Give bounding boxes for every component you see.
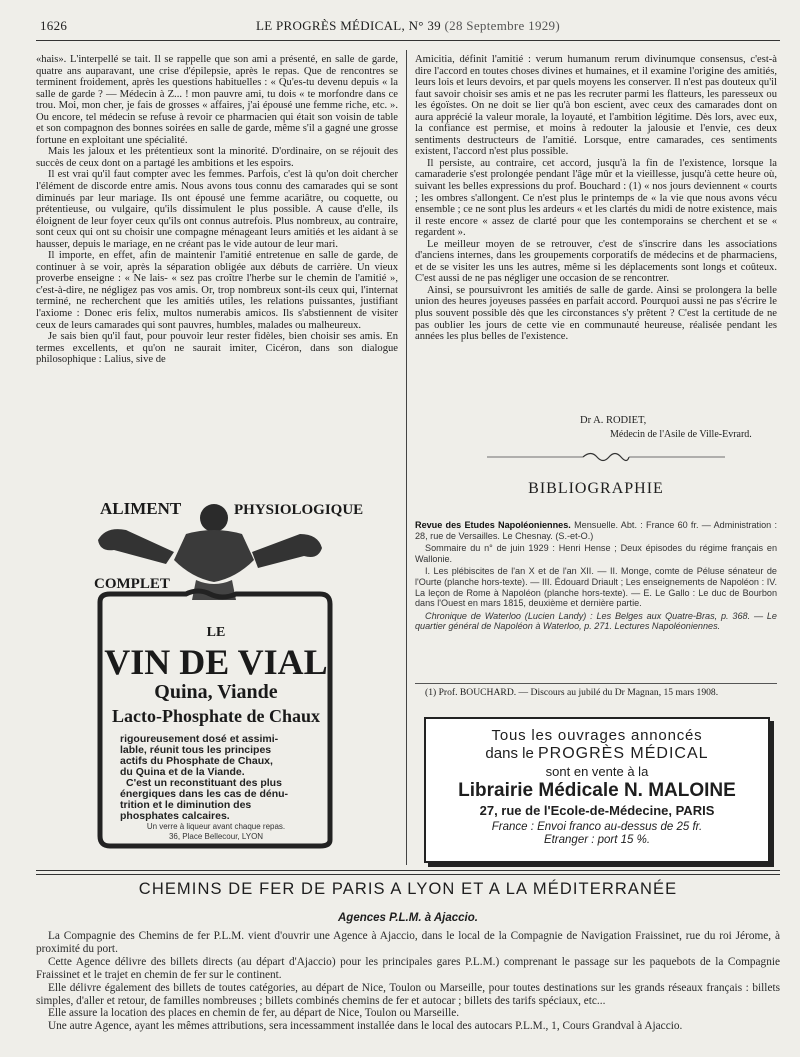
ad-vin-de-vial: VIN DE VIAL: [104, 642, 328, 682]
paragraph: Cette Agence délivre des billets directs (au départ d'Ajaccio) pour les principales gares P.L.M.) comprenant le passage sur les paquebots de la Compagnie Fraissinet et le trajet en chemin de fer sur le continent.: [36, 955, 780, 981]
running-header: [40, 18, 776, 36]
paragraph: Amicitia, définit l'amitié : verum humanum rerum divinumque consensus, c'est-à dire l'accord en toutes choses divines et humaines, et il examine l'origine des amitiés, leurs lois et leurs devoirs, et par quels moyens les conserver. Il n'est pas douteux qu'il faut savoir choisir ses amis et ne pas les recruter parmi les flatteurs, les paresseux ou les égoïstes. On ne doit se lier qu'à bon escient, avec ceux des camarades dont on aura apprécié la valeur morale, la loyauté, et l'ambition légitime. Dès lors, avec eux, la confiance est permise, et moins à redouter la jalousie et l'envie, ces deux sentiments destructeurs de l'amitié. Lorsque, entre camarades, ces sentiments existent, l'accord n'est plus possible.: [415, 54, 777, 158]
ad-le: LE: [206, 625, 226, 640]
paragraph: Elle assure la location des places en chemin de fer, au départ de Nice, Toulon ou Marseille.: [48, 1007, 460, 1020]
ad-journal-name: PROGRÈS MÉDICAL: [537, 745, 709, 762]
ad-top-left: ALIMENT: [100, 499, 182, 518]
review-name: Revue des Etudes Napoléoniennes.: [415, 520, 571, 530]
ad-desc: énergiques dans les cas de dénu-: [120, 788, 289, 800]
ad-desc: lable, réunit tous les principes: [120, 744, 272, 756]
section-rule: [36, 870, 780, 871]
journal-title: [40, 18, 776, 34]
biblio-entry: Chronique de Waterloo (Lucien Landy) : Les Belges aux Quatre-Bras, p. 368. — Le quartier général de Napoléon à Waterloo, p. 271. Lectures Napoléoniennes.: [415, 610, 777, 632]
paragraph: Elle délivre également des billets de toutes catégories, au départ de Nice, Toulon ou Marseille, pour toutes destinations sur les grands réseaux français : billets simples, d'aller et retour, de familles nombreuses ; billets combinés chemins de fer et autocar ; billets des tarifs spéciaux, etc...: [36, 981, 780, 1007]
maloine-advertisement: [424, 717, 770, 863]
author-name: Dr A. RODIET,: [580, 415, 647, 426]
ad-quina: Quina, Viande: [154, 681, 278, 703]
paragraph: La Compagnie des Chemins de fer P.L.M. vient d'ouvrir une Agence à Ajaccio, dans le local de la Compagnie de Navigation Fraissinet, rue du roi Jérome, à proximité du port.: [36, 930, 780, 955]
section-ornament: [487, 449, 725, 465]
ad-dosage: Un verre à liqueur avant chaque repas.: [146, 822, 286, 831]
column-divider: [406, 50, 407, 865]
ad-desc: du Quina et de la Viande.: [120, 766, 245, 778]
page-number: 1626: [40, 18, 68, 33]
ad-desc: phosphates calcaires.: [120, 810, 230, 822]
ad-shipping-abroad: Etranger : port 15 %.: [543, 834, 651, 846]
vin-de-vial-advertisement: [86, 490, 364, 850]
section-rule: [36, 874, 780, 875]
author-signature: [580, 415, 780, 440]
ad-bookstore-name: Librairie Médicale N. MALOINE: [458, 780, 736, 801]
footnote: [415, 683, 777, 698]
bibliography-section: [415, 520, 777, 634]
plm-heading: CHEMINS DE FER DE PARIS A LYON ET A LA MÉDITERRANÉE: [138, 880, 678, 898]
plm-notice: [36, 930, 780, 1033]
ad-complet: COMPLET: [94, 576, 170, 592]
paragraph: Il importe, en effet, afin de maintenir l'amitié entretenue en salle de garde, de continuer à se voir, après la séparation obligée aux débuts de carrière. Un vieux proverbe enseigne : « Ne lais- « sez pas croître l'herbe sur le chemin de l'amitié », c'est-à-dire, ne négligez pas vos amis. Or, trop nombreux sont-ils ceux qui, l'internat terminé, ne recherchent que les amitiés utiles, les relations puissantes, justifiant l'axiome : Donec eris felix, multos numerabis amicos. Ils s'abstiennent de visiter ceux de leurs camarades qui sont pauvres, humbles, malades ou malheureux.: [36, 250, 398, 331]
review-info: Mensuelle. Abt. : France 60 fr. — Administration : 28, rue de Versailles. Le Chesnay. (S.-et-O.): [415, 520, 778, 541]
ad-address: 36, Place Bellecour, LYON: [168, 832, 264, 841]
paragraph: Il est vrai qu'il faut compter avec les femmes. Parfois, c'est là qu'on doit chercher l'élément de discorde entre amis. Nous avons tous connu des camarades qui se sont diminués par leur mariage. Ils ont épousé une femme acariâtre, ou coquette, ou prétentieuse, ou vulgaire, qu'ils dissimulent le plus possible. A cause d'elle, ils éloignent de leur foyer ceux qu'ils ont connus autrefois. Plus nombreux, au contraire, sont ceux qui ont su choisir une compagne ménageant leurs amitiés et les aidant à se hausser, depuis le mariage, en ne créant pas le vide autour de leur mari.: [36, 169, 398, 250]
ad-desc: actifs du Phosphate de Chaux,: [120, 755, 273, 767]
paragraph: Il persiste, au contraire, cet accord, jusqu'à la fin de l'existence, lorsque la camaraderie s'est prolongée pendant l'âge mûr et la vieillesse, jusqu'à cette heure où, suivant les belles expressions du prof. Bouchard : (1) « nos jours deviennent « courts ; les ombres s'allongent. Ce n'est plus le printemps de « la vie que nous avons vécu ensemble ; ce ne sont plus les ardeurs « et les clartés du midi de notre existence, mais il reste encore « assez de clarté pour que les contemporains se cherchent et se « regardent ».: [415, 157, 777, 239]
journal-name: LE PROGRÈS MÉDICAL, N° 39: [256, 18, 441, 33]
review-entry: [415, 520, 777, 541]
right-column-text: [415, 54, 777, 414]
ad-line-prefix: dans le: [485, 745, 534, 762]
paragraph: Le meilleur moyen de se retrouver, c'est de s'inscrire dans les associations d'anciens internes, dans les groupements corporatifs de médecins et de pharmaciens, et de se visiter les uns les autres, même si les déplacements sont longs et coûteux. C'est aussi de ne pas négliger une occasion de se rencontrer.: [415, 238, 777, 285]
plm-subheading: Agences P.L.M. à Ajaccio.: [338, 912, 478, 924]
ad-line: Tous les ouvrages annoncés: [491, 727, 703, 744]
author-affiliation: Médecin de l'Asile de Ville-Evrard.: [610, 429, 752, 440]
ad-lacto: Lacto-Phosphate de Chaux: [111, 706, 321, 726]
issue-date: (28 Septembre 1929): [444, 18, 560, 33]
paragraph: Je sais bien qu'il faut, pour pouvoir leur rester fidèles, bien choisir ses amis. En termes excellents, et qu'on ne saurait imiter, Cicéron, dans son dialogue philosophique : Lalius, sive de: [36, 331, 398, 366]
paragraph: Mais les jaloux et les prétentieux sont la minorité. D'ordinaire, on se réjouit des succès de ceux dont on a partagé les ambitions et les espoirs.: [36, 146, 398, 169]
bibliography-heading: BIBLIOGRAPHIE: [528, 480, 664, 497]
ad-line: sont en vente à la: [545, 764, 649, 779]
header-rule: [36, 40, 780, 41]
paragraph: Une autre Agence, ayant les mêmes attributions, sera incessamment installée dans le local des autocars P.L.M., 1, Cours Grandval à Ajaccio.: [48, 1020, 683, 1033]
ad-address: 27, rue de l'Ecole-de-Médecine, PARIS: [479, 803, 715, 818]
ad-desc: trition et le diminution des: [120, 799, 252, 811]
footnote-text: (1) Prof. BOUCHARD. — Discours au jubilé du Dr Magnan, 15 mars 1908.: [425, 687, 719, 698]
left-column-text: [36, 54, 398, 472]
ad-desc: rigoureusement dosé et assimi-: [120, 733, 279, 745]
ad-shipping-france: France : Envoi franco au-dessus de 25 fr.: [491, 821, 703, 833]
paragraph: «hais». L'interpellé se tait. Il se rappelle que son ami a présenté, en salle de garde, quatre ans auparavant, une crise d'épilepsie, après le repas. Que de rencontres se terminent froidement, après les questions habituelles : « Qu'es-tu devenu depuis « la salle de garde ? — Médecin à Z... ! mon pauvre ami, tu dois « te morfondre dans ce trou. Moi, mon cher, je fais de grosses « affaires, j'ai épousé une femme riche, etc. ». Ou encore, tel médecin se refuse à revoir ce pharmacien qui était son voisin de table et son compagnon des bonnes soirées en salle de garde, même s'il a gagné une grosse fortune en exploitant une spécialité.: [36, 54, 398, 146]
ad-line: [426, 745, 768, 763]
ad-top-right: PHYSIOLOGIQUE: [234, 502, 364, 518]
biblio-entry: Sommaire du n° de juin 1929 : Henri Hense ; Deux épisodes du régime français en Wallonie.: [415, 543, 777, 564]
ad-desc: C'est un reconstituant des plus: [126, 777, 282, 789]
biblio-entry: I. Les plébiscites de l'an X et de l'an XII. — II. Monge, comte de Péluse sénateur de l'Ourte (planche hors-texte). — III. Édouard Driault ; Les enseignements de Napoléon : IV. La leçon de Rome à Napoléon (planche hors-texte). — E. Le Gallo : Le duc de Bourbon dans l'Ouest en mars 1815, deuxième et dernière partie.: [415, 566, 777, 609]
paragraph: Ainsi, se poursuivront les amitiés de salle de garde. Ainsi se prolongera la belle union des heures joyeuses passées en parfait accord. Pourquoi aussi ne pas s'écrire le plus souvent possible dès que les circonstances s'y prêtent ? C'est la certitude de ne pas oublier les jours de cette vie en communauté heureuse, réalisée pendant les années les plus belles de l'existence.: [415, 284, 777, 343]
